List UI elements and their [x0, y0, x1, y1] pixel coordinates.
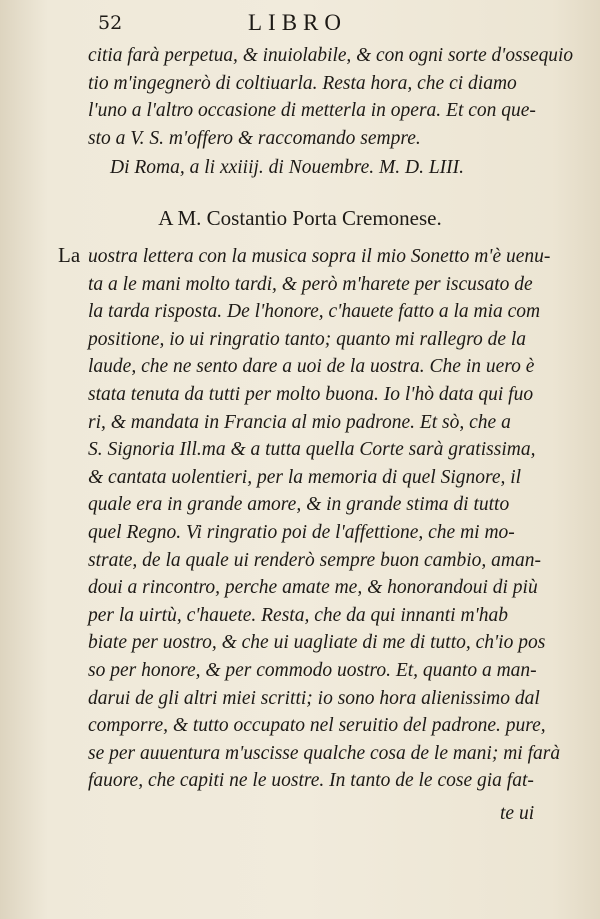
- page-number: 52: [98, 12, 123, 34]
- text-line: se per auuentura m'uscisse qualche cosa de le mani; mi farà: [88, 742, 561, 764]
- text-line: citia farà perpetua, & inuiolabile, & con ogni sorte d'ossequio: [88, 45, 574, 66]
- text-line: sto a V. S. m'offero & raccomando sempre.: [88, 127, 421, 149]
- text-line: stata tenuta da tutti per molto buona. Io l'hò data qui fuo: [88, 383, 534, 405]
- text-line: la tarda risposta. De l'honore, c'hauete fatto a la mia com: [88, 301, 541, 323]
- top-paragraph: [88, 42, 574, 152]
- text-line: fauore, che capiti ne le uostre. In tanto de le cose gia fat-: [88, 770, 534, 792]
- text-line: ri, & mandata in Francia al mio padrone. Et sò, che a: [88, 411, 511, 433]
- text-line: doui a rincontro, perche amate me, & honorandoui di più: [88, 577, 538, 599]
- text-line: quale era in grande amore, & in grande stima di tutto: [88, 494, 510, 516]
- catchword: te ui: [500, 803, 535, 824]
- text-line: uostra lettera con la musica sopra il mio Sonetto m'è uenu-: [88, 246, 551, 267]
- text-line: per la uirtù, c'hauete. Resta, che da qui innanti m'hab: [88, 604, 508, 626]
- text-line: l'uno a l'altro occasione di metterla in opera. Et con que-: [88, 100, 536, 122]
- text-line: so per honore, & per commodo uostro. Et, quanto a man-: [88, 659, 537, 681]
- initial-letters: La: [58, 243, 81, 267]
- page-header: [98, 10, 560, 40]
- text-line: comporre, & tutto occupato nel seruitio del padrone. pure,: [88, 715, 546, 737]
- dateline: Di Roma, a li xxiiij. di Nouembre. M. D. LIII.: [110, 157, 465, 178]
- running-head: LIBRO: [248, 10, 347, 35]
- text-line: quel Regno. Vi ringratio poi de l'affettione, che mi mo-: [88, 521, 515, 543]
- text-line: S. Signoria Ill.ma & a tutta quella Corte sarà gratissima,: [88, 439, 536, 461]
- text-line: tio m'ingegnerò di coltiuarla. Resta hora, che ci diamo: [88, 72, 517, 94]
- letter-body: [88, 243, 568, 795]
- text-line: positione, io ui ringratio tanto; quanto mi rallegro de la: [88, 328, 527, 350]
- text-line: & cantata uolentieri, per la memoria di quel Signore, il: [88, 466, 522, 488]
- text-line: ta a le mani molto tardi, & però m'harete per iscusato de: [88, 273, 533, 295]
- text-line: laude, che ne sento dare a uoi de la uostra. Che in uero è: [88, 356, 535, 378]
- letter-heading: A M. Costantio Porta Cremonese.: [158, 206, 442, 230]
- text-line: strate, de la quale ui renderò sempre buon cambio, aman-: [88, 549, 541, 571]
- text-line: darui de gli altri miei scritti; io sono hora alienissimo dal: [88, 687, 540, 709]
- text-line: biate per uostro, & che ui uagliate di me di tutto, ch'io pos: [88, 632, 546, 654]
